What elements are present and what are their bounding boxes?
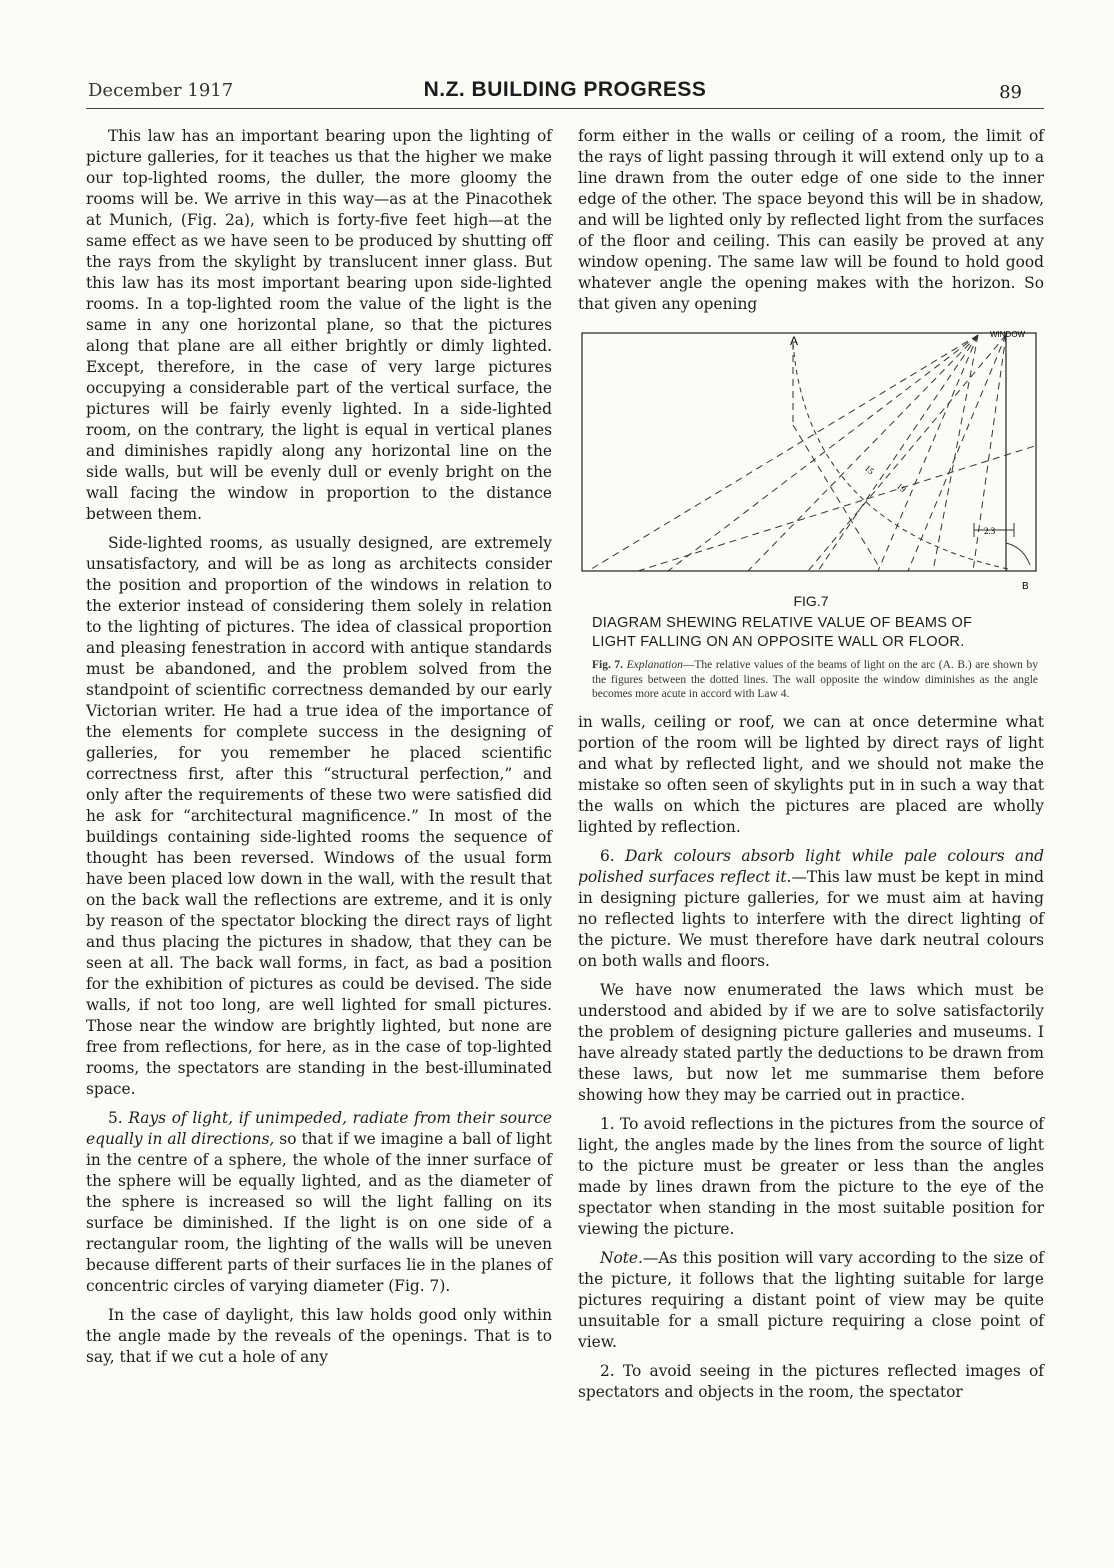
law-5-paragraph: [86, 1108, 552, 1297]
value-label: 15: [862, 462, 877, 477]
caption-text: —The relative values of the beams of light on the arc (A. B.) are shown by the figures between the dotted lines. The wall opposite the window diminishes as the angle becomes more acute in accord with Law 4.: [592, 659, 1039, 700]
point-b-label: B: [1022, 581, 1029, 591]
light-rays: [588, 335, 1038, 571]
left-column: [86, 126, 552, 1376]
law-statement: Rays of light, if unimpeded, radiate from their source equally in all directions,: [86, 1109, 552, 1148]
note-paragraph: [578, 1248, 1044, 1353]
room-outline: [582, 333, 1036, 571]
numbered-point: 2. To avoid seeing in the pictures reflected images of spectators and objects in the room, the spectator: [578, 1361, 1044, 1401]
law-number: 6.: [600, 846, 615, 865]
light-beam-diagram: [578, 325, 1044, 591]
paragraph: in walls, ceiling or roof, we can at once determine what portion of the room will be lighted by direct rays of light and what by reflected light, and we should not make the mistake so often seen of skylights put in in such a way that the walls on which the pictures are placed are wholly lighted by reflection.: [578, 712, 1044, 836]
note-text: —As this position will vary according to the size of the picture, it follows that the lighting suitable for large pictures requiring a distant point of view may be quite unsuitable for a small picture requiring a close point of view.: [578, 1248, 1044, 1351]
figure-label: FIG.7: [793, 593, 829, 609]
right-column: [578, 126, 1044, 1411]
law-text: so that if we imagine a ball of light in the centre of a sphere, the whole of the inner surface of the sphere will be equally lighted, and as the diameter of the sphere is increased so will the light falling on its surface be diminished. If the light is on one side of a rectangular room, the lighting of the walls will be uneven because different parts of their surfaces lie in the planes of concentric circles of varying diameter (Fig. 7).: [86, 1130, 552, 1295]
figure-heading-line: DIAGRAM SHEWING RELATIVE VALUE OF BEAMS OF: [592, 615, 973, 631]
figure-heading-line: LIGHT FALLING ON AN OPPOSITE WALL OR FLOOR.: [592, 634, 965, 650]
measure-marks: [974, 523, 1030, 565]
page-header: [86, 78, 1044, 109]
issue-date: December 1917: [88, 80, 234, 101]
law-text: —This law must be kept in mind in designing picture galleries, for we must aim at having no reflected lights to interfere with the direct lighting of the picture. We must therefore have dark neutral colours on both walls and floors.: [578, 867, 1045, 970]
figure-7: [578, 325, 1044, 702]
page-number: 89: [999, 82, 1022, 103]
point-a-label: A: [790, 334, 799, 348]
paragraph: In the case of daylight, this law holds good only within the angle made by the reveals of the openings. That is to say, that if we cut a hole of any: [86, 1306, 552, 1366]
paragraph: We have now enumerated the laws which must be understood and abided by if we are to solve satisfactorily the problem of designing picture galleries and museums. I have already stated partly the deductions to be drawn from these laws, but now let me summarise them before showing how they may be carried out in practice.: [578, 980, 1044, 1104]
caption-italic: Explanation: [626, 659, 683, 671]
window-label: WINDOW: [990, 330, 1026, 339]
law-6-paragraph: [578, 846, 1044, 972]
note-label: Note.: [600, 1248, 643, 1267]
figure-caption: [578, 658, 1044, 702]
arc-a-b: [793, 343, 1008, 569]
paragraph: Side-lighted rooms, as usually designed, are extremely unsatisfactory, and will be as long as architects consider the position and proportion of the windows in relation to the exterior instead of considering them solely in relation to the lighting of pictures. The idea of classical proportion and pleasing fenestration in accord with antique standards must be abandoned, and the problem solved from the standpoint of scientific correctness demanded by our early Victorian writer. He had a true idea of the importance of the elements for complete success in the designing of galleries, for you remember he placed scientific correctness first, after this “structural perfection,” and only after the requirements of these two were satisfied did he ask for “architectural magnificence.” In most of the buildings containing side-lighted rooms the sequence of thought has been reversed. Windows of the usual form have been placed low down in the wall, with the result that on the back wall the reflections are extreme, and it is only by reason of the spectator blocking the direct rays of light and thus placing the pictures in shadow, that they can be seen at all. The back wall forms, in fact, as bad a position for the exhibition of pictures as could be devised. The side walls, if not too long, are well lighted for small pictures. Those near the window are brightly lighted, but none are free from reflections, for here, as in the case of top-lighted rooms, the spectators are standing in the best-illuminated space.: [86, 534, 552, 1098]
value-label: 2.3: [984, 526, 996, 536]
figure-heading: [592, 614, 1044, 652]
caption-figure-number: Fig. 7.: [592, 659, 624, 671]
paragraph: form either in the walls or ceiling of a room, the limit of the rays of light passing through it will extend only up to a line drawn from the outer edge of one side to the inner edge of the other. The space beyond this will be in shadow, and will be lighted only by reflected light from the surfaces of the floor and ceiling. This can easily be proved at any window opening. The same law will be found to hold good whatever angle the opening makes with the horizon. So that given any opening: [578, 127, 1044, 313]
value-label: 19: [894, 480, 909, 495]
law-statement: Dark colours absorb light while pale colours and polished surfaces reflect it.: [578, 846, 1044, 886]
journal-title: N.Z. BUILDING PROGRESS: [423, 78, 707, 101]
numbered-point: 1. To avoid reflections in the pictures from the source of light, the angles made by the lines from the source of light to the picture must be greater or less than the angles made by lines drawn from the picture to the eye of the spectator when standing in the most suitable position for viewing the picture.: [578, 1114, 1044, 1238]
paragraph: This law has an important bearing upon the lighting of picture galleries, for it teaches us that the higher we make our top-lighted rooms, the duller, the more gloomy the rooms will be. We arrive in this way—as at the Pinacothek at Munich, (Fig. 2a), which is forty-five feet high—at the same effect as we have seen to be produced by shutting off the rays from the skylight by translucent inner glass. But this law has its most important bearing upon side-lighted rooms. In a top-lighted room the value of the light is the same in any one horizontal plane, so that the pictures along that plane are all either brightly or dimly lighted. Except, therefore, in the case of very large pictures occupying a considerable part of the vertical surface, the pictures will be fairly evenly lighted. In a side-lighted room, on the contrary, the light is equal in vertical planes and diminishes rapidly along any horizontal line on the side walls, but will be evenly dull or evenly bright on the wall facing the window in proportion to the distance between them.: [86, 127, 552, 523]
law-number: 5.: [108, 1109, 123, 1127]
